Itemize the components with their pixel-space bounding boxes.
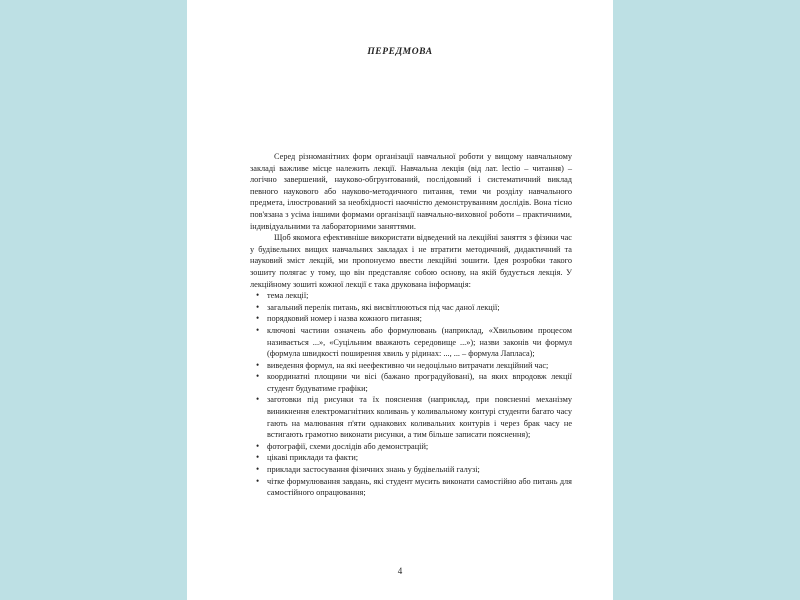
list-item: • порядковий номер і назва кожного питання;: [250, 313, 572, 325]
list-item: • чітке формулювання завдань, які студент мусить виконати самостійно або питань для самостійного опрацювання;: [250, 476, 572, 499]
list-item: • виведення формул, на які неефективно чи недоцільно витрачати лекційний час;: [250, 360, 572, 372]
list-item: • загальний перелік питань, які висвітлюються під час даної лекції;: [250, 302, 572, 314]
body-paragraph: Щоб якомога ефективніше використати відведений на лекційні заняття з фізики час у будівельних вищих навчальних закладах і не втратити методичний, дидактичний та науковий зміст лекцій, ми пропонуємо ввести лекційні зошити. Ідея розробки такого зошиту полягає у тому, що він представляє собою основу, на якій будується лекція. У лекційному зошиті кожної лекції є така друкована інформація:: [250, 233, 572, 289]
page-number: 4: [397, 566, 403, 576]
list-item: • цікаві приклади та факти;: [250, 452, 572, 464]
list-item: • приклади застосування фізичних знань у будівельній галузі;: [250, 464, 572, 476]
page-content: [250, 151, 572, 499]
info-list: [250, 290, 572, 499]
intro-paragraph: Серед різноманітних форм організації навчальної роботи у вищому навчальному закладі важливе місце належить лекції. Навчальна лекція (від лат. lectio – читання) – логічно завершений, науково-обгрунтований, послідовний і систематичний виклад певного наукового або науково-методичного питання, теми чи розділу навчального предмета, ілюстрований за необхідності наочністю демонструванням дослідів. Вона тісно пов'язана з усіма іншими формами організації навчально-виховної роботи – практичними, індивідуальними та лабораторними заняттями.: [250, 152, 572, 231]
list-item: • фотографії, схеми дослідів або демонстрацій;: [250, 441, 572, 453]
list-item: • заготовки під рисунки та їх пояснення (наприклад, при поясненні механізму виникнення електромагнітних коливань у коливальному контурі студенти багато часу гають на малювання п'яти однакових коливальних контурів і через брак часу не встигають грамотно виконати рисунки, а тим більше записати пояснення);: [250, 394, 572, 440]
document-page: [187, 0, 613, 600]
list-item: • ключові частини означень або формулювань (наприклад, «Хвильовим процесом називається ...», «Суцільним вважають середовище ...»); назви законів чи формул (формула швидкості поширення хвиль у рідинах: ..., ... – формула Лапласа);: [250, 325, 572, 360]
list-item: • тема лекції;: [250, 290, 572, 302]
list-item: • координатні площини чи вісі (бажано проградуйовані), на яких впродовж лекції студент будуватиме графіки;: [250, 371, 572, 394]
page-heading: ПЕРЕДМОВА: [367, 47, 433, 57]
